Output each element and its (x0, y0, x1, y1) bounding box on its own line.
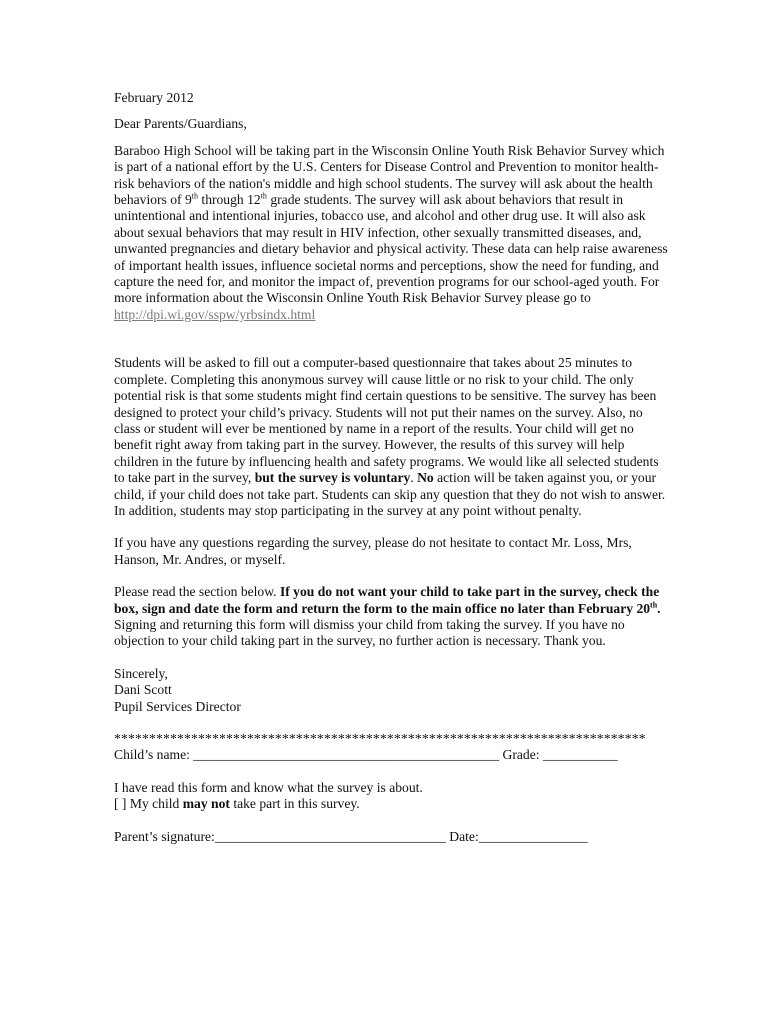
voluntary-emphasis: but the survey is voluntary (254, 470, 411, 486)
acknowledgement-text: I have read this form and know what the survey is about. (114, 779, 423, 795)
optout-row (114, 796, 670, 812)
child-name-label: Child’s name: (114, 747, 194, 763)
parent-signature-row (114, 829, 670, 845)
acknowledgement-block (114, 780, 670, 813)
survey-text-1: Baraboo High School will be taking part in the Wisconsin Online Youth Risk Behavior Survey which is part of a national effort by the U.S. Centers for Disease Control and Prevention to monitor health-risk behaviors of the nation's middle and high school students. The survey will ask about the health behaviors of 9 (114, 142, 665, 208)
superscript-th: th (650, 600, 658, 610)
superscript-th: th (260, 191, 267, 201)
optout-text-post: take part in this survey. (229, 796, 360, 812)
students-paragraph (114, 355, 670, 519)
parent-signature-field[interactable]: __________________________________ (214, 828, 446, 844)
child-name-row (114, 747, 670, 763)
students-text-1: Students will be asked to fill out a computer-based questionnaire that takes about 25 minutes to complete. Completing this anonymous survey will cause little or no risk to your child. The only potential risk is that some students might find certain questions to be sensitive. The survey has been designed to protect your child’s privacy. Students will not put their names on the survey. Also, no class or student will ever be mentioned by name in a report of the results. Your child will get no benefit right away from taking part in the survey. However, the results of this survey will help children in the future by influencing health and safety programs. We would like all selected students to take part in the survey, (114, 355, 659, 486)
signer-name: Dani Scott (114, 682, 172, 698)
survey-info-link[interactable]: http://dpi.wi.gov/sspw/yrbsindx.html (114, 306, 316, 322)
survey-text-2: through 12 (198, 192, 261, 208)
students-text-3: action will be taken against you, or your child, if your child does not take part. Students can skip any question that they do not wish to answer. In addition, students may stop participating in the survey at any point without penalty. (114, 470, 666, 518)
parent-signature-label: Parent’s signature: (114, 828, 215, 844)
date-field[interactable]: ________________ (478, 828, 588, 844)
may-not-emphasis: may not (182, 796, 230, 812)
optout-checkbox[interactable]: [ ] (114, 796, 127, 812)
students-text-2: . (410, 470, 418, 486)
optout-instruction: If you do not want your child to take part in the survey, check the box, sign and date the form and return the form to the main office no later than February 20th. (114, 584, 661, 616)
form-separator: **************************************************************************** (114, 731, 646, 746)
superscript-th: th (191, 191, 199, 201)
signer-title: Pupil Services Director (114, 698, 241, 714)
optout-text-pre: My child (126, 796, 183, 812)
grade-field[interactable]: ___________ (542, 747, 618, 763)
child-name-field[interactable]: _____________________________________________ (193, 747, 500, 763)
closing: Sincerely, (114, 665, 168, 681)
date-label: Date: (445, 828, 479, 844)
salutation: Dear Parents/Guardians, (114, 116, 247, 132)
grade-label: Grade: (499, 747, 543, 763)
signature-block (114, 666, 670, 715)
survey-text-3: grade students. The survey will ask about behaviors that result in unintentional and intentional injuries, tobacco use, and alcohol and other drug use. It will also ask about sexual behaviors that may result in HIV infection, other sexually transmitted diseases, and, unwanted pregnancies and dietary behavior and physical activity. These data can help raise awareness of important health issues, influence societal norms and perceptions, show the need for funding, and capture the need for, and monitor the impact of, prevention programs for our school-aged youth. For more information about the Wisconsin Online Youth Risk Behavior Survey please go to (114, 192, 668, 306)
questions-paragraph: If you have any questions regarding the survey, please do not hesitate to contact Mr. Loss, Mrs, Hanson, Mr. Andres, or myself. (114, 535, 632, 567)
instructions-text-2: Signing and returning this form will dismiss your child from taking the survey. If you have no objection to your child taking part in the survey, no further action is necessary. Thank you. (114, 616, 625, 649)
no-emphasis: No (417, 470, 434, 486)
instructions-paragraph (114, 584, 670, 650)
instructions-text-1: Please read the section below. (114, 584, 280, 600)
survey-paragraph (114, 143, 670, 323)
letter-date: February 2012 (114, 90, 194, 105)
